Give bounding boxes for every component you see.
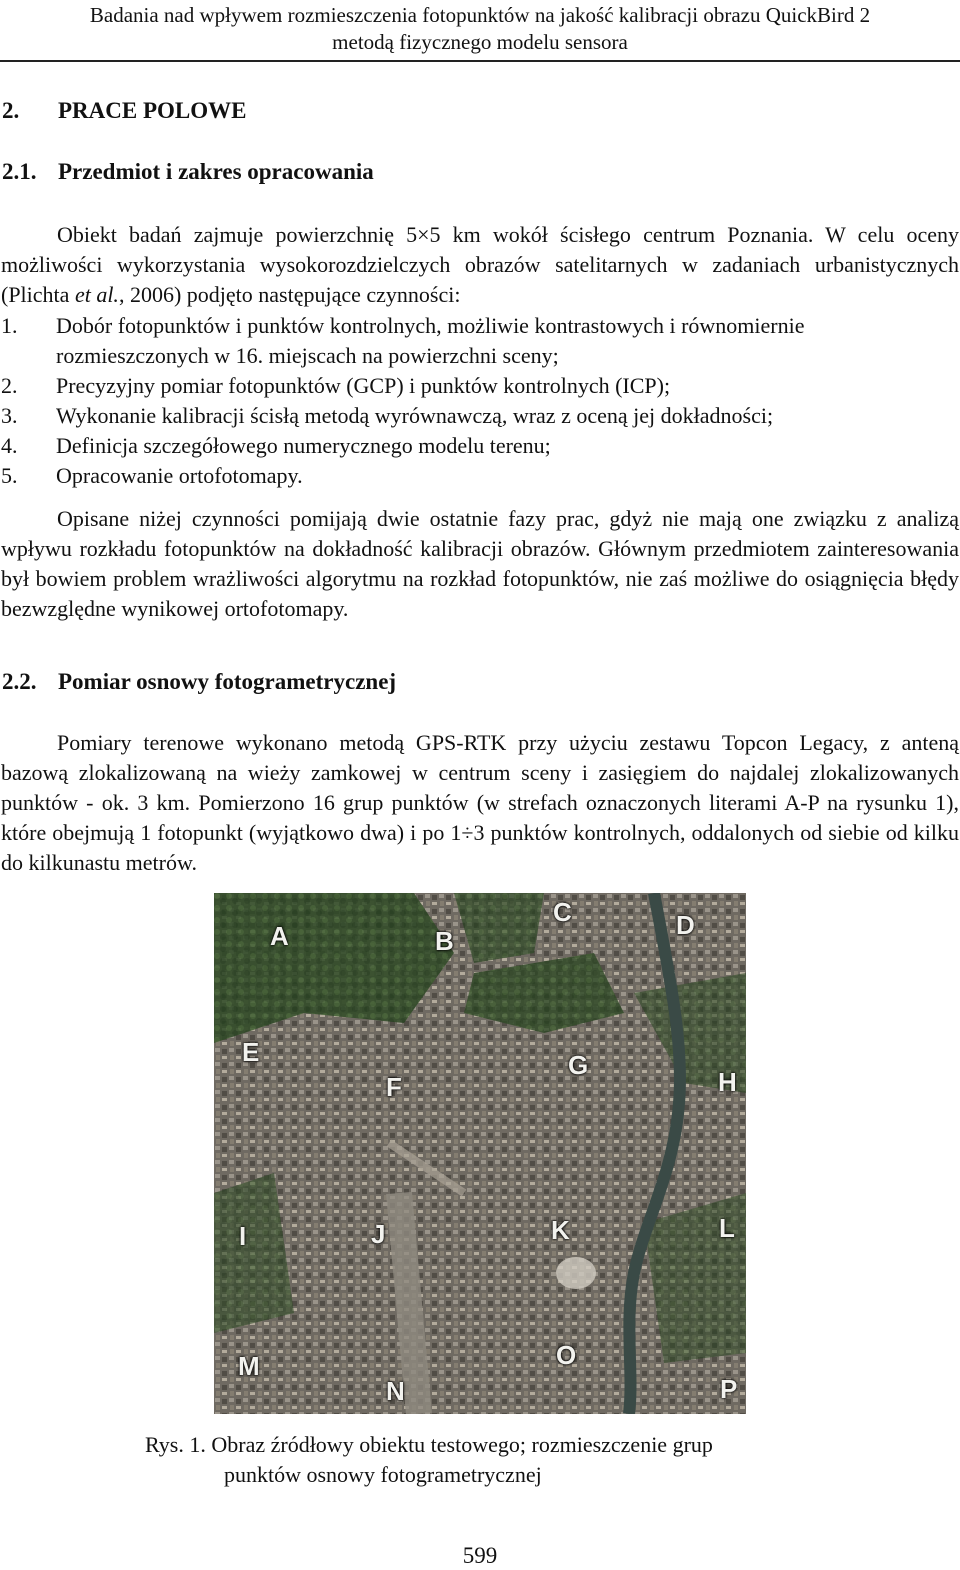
- list-item: [1, 401, 959, 431]
- figure-caption: [145, 1430, 713, 1490]
- zone-label-p: P: [720, 1374, 738, 1404]
- zone-label-k: K: [551, 1215, 570, 1245]
- paragraph-text: , 2006) podjęto następujące czynności:: [118, 282, 461, 307]
- zone-label-f: F: [386, 1072, 402, 1102]
- task-list: [1, 311, 959, 491]
- list-text: Precyzyjny pomiar fotopunktów (GCP) i punktów kontrolnych (ICP);: [56, 373, 671, 398]
- list-item: [1, 461, 959, 491]
- et-al: et al.: [74, 282, 119, 307]
- caption-line1: Obraz źródłowy obiektu testowego; rozmieszczenie grup: [211, 1432, 713, 1457]
- running-header-line2: metodą fizycznego modelu sensora: [332, 30, 628, 54]
- zone-label-j: J: [371, 1219, 386, 1249]
- zone-label-m: M: [238, 1351, 260, 1381]
- zone-label-n: N: [386, 1376, 405, 1406]
- satellite-image-canvas: [214, 893, 746, 1414]
- paragraph-text: Opisane niżej czynności pomijają dwie ostatnie fazy prac, gdyż nie mają one związku z analizą wpływu rozkładu fotopunktów na dokładność kalibracji obrazów. Głównym przedmiotem zainteresowania był bowiem problem wrażliwości algorytmu na rozkład fotopunktów, nie zaś możliwe do osiągnięcia błędy bezwzględne wynikowej ortofotomapy.: [1, 506, 959, 621]
- list-number: 5.: [1, 463, 18, 488]
- paragraph-text: Obiekt badań zajmuje powierzchnię 5×5 km wokół ścisłego centrum Poznania. W celu oceny możliwości wykorzystania wysokorozdzielczych obrazów satelitarnych w zadaniach urbanistycznych (Plichta: [1, 222, 959, 307]
- list-item: [1, 311, 959, 371]
- section-heading-2-2: [2, 669, 396, 695]
- list-number: 1.: [1, 313, 18, 338]
- page-number: 599: [462, 1543, 498, 1568]
- paragraph-scope: [1, 504, 959, 624]
- list-text: Dobór fotopunktów i punktów kontrolnych, możliwie kontrastowych i równomiernie rozmieszczonych w 16. miejscach na powierzchni sceny;: [56, 313, 805, 368]
- list-text: Opracowanie ortofotomapy.: [56, 463, 303, 488]
- section-title: Pomiar osnowy fotogrametrycznej: [58, 669, 397, 694]
- caption-line2: punktów osnowy fotogrametrycznej: [224, 1462, 542, 1487]
- zone-label-d: D: [676, 910, 695, 940]
- zone-label-o: O: [556, 1340, 577, 1370]
- zone-label-h: H: [718, 1067, 737, 1097]
- section-title: Przedmiot i zakres opracowania: [58, 159, 374, 184]
- section-number: 2.1.: [2, 159, 37, 184]
- paragraph-text: Pomiary terenowe wykonano metodą GPS-RTK przy użyciu zestawu Topcon Legacy, z anteną bazową zlokalizowaną na wieży zamkowej w centrum sceny i zasięgiem do najdalej zlokalizowanych punktów - ok. 3 km. Pomierzono 16 grup punktów (w strefach oznaczonych literami A-P na rysunku 1), które obejmują 1 fotopunkt (wyjątkowo dwa) i po 1÷3 punktów kontrolnych, oddalonych od siebie od kilku do kilkunastu metrów.: [1, 730, 959, 875]
- running-header-line1: Badania nad wpływem rozmieszczenia fotopunktów na jakość kalibracji obrazu QuickBird 2: [89, 3, 871, 27]
- zone-label-c: C: [553, 897, 572, 927]
- paragraph-intro: [1, 220, 959, 310]
- caption-prefix: Rys. 1.: [145, 1432, 206, 1457]
- list-number: 4.: [1, 433, 18, 458]
- list-item: [1, 431, 959, 461]
- zone-label-l: L: [719, 1213, 735, 1243]
- zone-label-b: B: [435, 926, 454, 956]
- section-number: 2.2.: [2, 669, 37, 694]
- list-text: Definicja szczegółowego numerycznego modelu terenu;: [56, 433, 551, 458]
- section-heading-2: [2, 98, 246, 124]
- zone-label-g: G: [568, 1050, 589, 1080]
- list-text: Wykonanie kalibracji ścisłą metodą wyrównawczą, wraz z oceną jej dokładności;: [56, 403, 774, 428]
- section-title: PRACE POLOWE: [58, 98, 247, 123]
- list-number: 3.: [1, 403, 18, 428]
- zone-label-i: I: [239, 1221, 247, 1251]
- paragraph-measurement: [1, 728, 959, 878]
- zone-label-a: A: [270, 921, 289, 951]
- header-rule: [0, 60, 960, 62]
- zone-label-e: E: [242, 1037, 260, 1067]
- satellite-image: [214, 893, 746, 1414]
- list-item: [1, 371, 959, 401]
- section-heading-2-1: [2, 159, 374, 185]
- running-header: [0, 2, 960, 56]
- section-number: 2.: [2, 98, 20, 123]
- list-number: 2.: [1, 373, 18, 398]
